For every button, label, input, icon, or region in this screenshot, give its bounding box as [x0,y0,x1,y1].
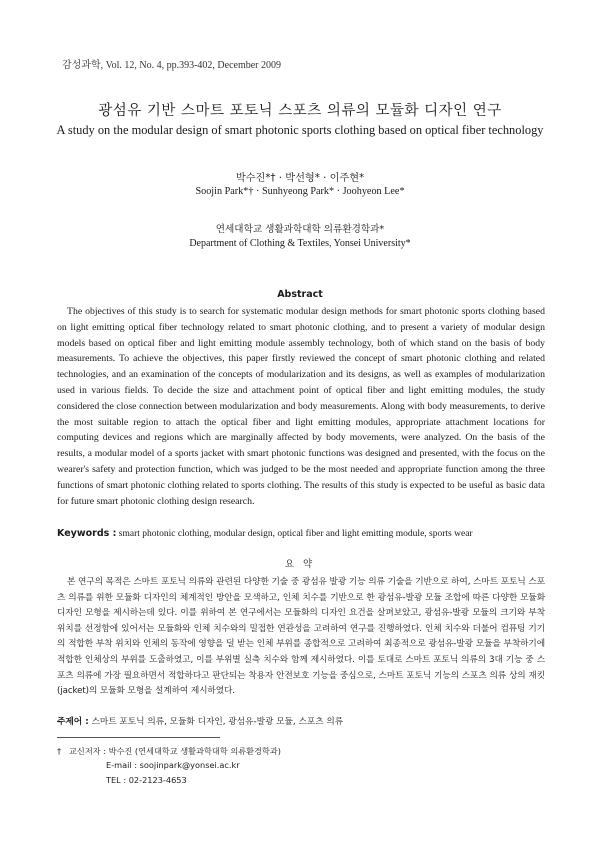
abstract-heading: Abstract [277,289,323,300]
english-affiliation: Department of Clothing & Textiles, Yonsei University* [189,238,411,249]
keywords-text: smart photonic clothing, modular design, optical fiber and light emitting module, sports wear [118,529,473,539]
keywords-label: Keywords : [57,528,117,539]
korean-summary-heading: 요 약 [284,559,316,570]
abstract-text: The objectives of this study is to search for systematic modular design methods for smart photonic sports clothing based on light emitting optical fiber technology related to smart photonic clothing, and to present a variety of modular design models based on optical fiber and light emitting module assembly technology, both of which stand on the basis of body measurements. To achieve the objectives, this paper firstly reviewed the concept of smart photonic clothing and related technologies, and an examination of the concepts of modularization and its designs, as well as examples of modularization used in various fields. To decide the size and attachment point of optical fiber and light emitting modules, the study considered the close connection between modularization and body measurements. Along with body measurements, to derive the most suitable region to attach the optical fiber and light emitting modules, appropriate attachment locations for computing devices and regions which are marginally affected by body movements, were analyzed. On the basis of the results, a modular model of a sports jacket with smart photonic functions was designed and presented, with the focus on the wearer's safety and protection function, which was judged to be the most needed and appropriate function among the three functions of smart photonic clothing related to sports clothing. The results of this study is expected to be useful as basic data for future smart photonic clothing design research. [57,306,545,507]
dagger-mark: † [57,746,62,756]
korean-title: 광섬유 기반 스마트 포토닉 스포츠 의류의 모듈화 디자인 연구 [98,103,502,119]
korean-keywords-text: 스마트 포토닉 의류, 모듈화 디자인, 광섬유-발광 모듈, 스포츠 의류 [91,717,344,727]
korean-summary-text: 본 연구의 목적은 스마트 포토닉 의류와 관련된 다양한 기술 중 광섬유 발광 기능 의류 기술을 기반으로 하여, 스마트 포토닉 스포츠 의류를 위한 모듈화 디자인의 체계적인 방안을 모색하고, 인체 치수를 기반으로 한 광섬유-발광 모듈 조합에 따른 다양한 모듈화 디자인 모형을 제시하는데 있다. 이를 위하여 본 연구에서는 모듈화의 디자인 요건을 살펴보았고, 광섬유-발광 모듈의 크기와 부착 위치를 선정함에 있어서는 모듈화와 인체 치수와의 밀접한 연관성을 고려하여 연구를 진행하였다. 인체 치수와 더불어 컴퓨팅 기기의 적합한 부착 위치와 인체의 동작에 영향을 덜 받는 인체 부위를 종합적으로 고려하여 최종적으로 광섬유-발광 모듈을 부착하기에 적합한 인체상의 부위를 도출하였고, 이를 부위별 실측 치수와 함께 제시하였다. 이를 토대로 스마트 포토닉 의류의 3대 기능 중 스포츠 의류에 가장 필요하면서 적합하다고 판단되는 착용자 안전보호 기능을 중심으로, 스마트 포토닉 기능의 스포츠 의류 상의 재킷(jacket)의 모듈화 모형을 설계하여 제시하였다. [57,577,545,697]
footnote-email: E-mail : soojinpark@yonsei.ac.kr [106,760,240,771]
korean-affiliation: 연세대학교 생활과학대학 의류환경학과* [215,224,385,235]
english-title: A study on the modular design of smart photonic sports clothing based on optical fiber technology [56,123,544,137]
footnote-tel: TEL : 02-2123-4653 [106,774,187,785]
journal-citation: 감성과학, Vol. 12, No. 4, pp.393-402, December 2009 [62,60,281,71]
english-authors: Soojin Park*† · Sunhyeong Park* · Joohyeon Lee* [195,186,405,197]
footnote-divider [57,737,220,738]
keywords-line [57,528,545,539]
footnote-corresponding-line [57,744,281,758]
korean-authors: 박수진*† · 박선형* · 이주현* [235,173,365,184]
corresponding-author: 교신저자 : 박수진 (연세대학교 생활과학대학 의류환경학과) [69,746,281,756]
korean-keywords-line [57,715,545,727]
korean-keywords-label: 주제어 : [57,717,89,727]
footnote [57,744,281,787]
